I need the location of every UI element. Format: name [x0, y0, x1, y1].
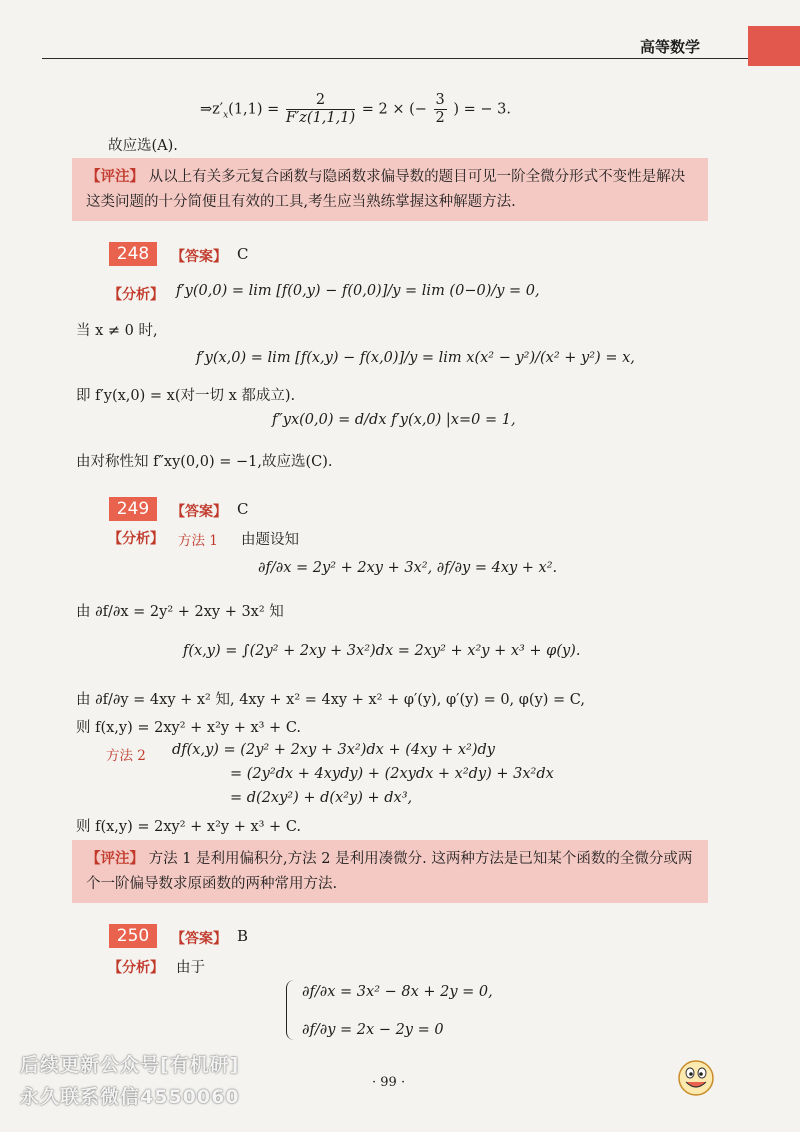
- comment-box-1: [72, 158, 708, 221]
- q249-l9: 则 f(x,y) = 2xy² + x²y + x³ + C.: [76, 819, 302, 835]
- question-number-250: 250: [109, 924, 157, 948]
- q249-l1: ∂f/∂x = 2y² + 2xy + 3x², ∂f/∂y = 4xy + x².: [258, 560, 558, 576]
- q249-l6: df(x,y) = (2y² + 2xy + 3x²)dx + (4xy + x²)dy: [172, 742, 495, 758]
- q248-line6: 由对称性知 f″xy(0,0) = −1,故应选(C).: [76, 454, 333, 470]
- q248-line4: 即 f′y(x,0) = x(对一切 x 都成立).: [76, 388, 296, 404]
- watermark-line-2: 永久联系微信4550060: [20, 1086, 240, 1108]
- method-2-label: 方法 2: [106, 748, 146, 764]
- q250-eq2: ∂f/∂y = 2x − 2y = 0: [302, 1022, 444, 1038]
- answer-tag: 【答案】: [171, 931, 227, 947]
- analysis-tag: 【分析】: [108, 531, 164, 547]
- smiley-icon: [676, 1058, 716, 1098]
- q249-l5: 则 f(x,y) = 2xy² + x²y + x³ + C.: [76, 720, 302, 736]
- header-title: 高等数学: [640, 38, 701, 56]
- q250-eq1: ∂f/∂x = 3x² − 8x + 2y = 0,: [302, 984, 493, 1000]
- answer-value: B: [237, 927, 249, 945]
- watermark-line-1: 后续更新公众号[有机研]: [20, 1054, 240, 1076]
- q249-l8: = d(2xy²) + d(x²y) + dx³,: [230, 790, 413, 806]
- comment-text: 从以上有关多元复合函数与隐函数求偏导数的题目可见一阶全微分形式不变性是解决这类问题的十分简便且有效的工具,考生应当熟练掌握这种解题方法.: [86, 169, 686, 210]
- answer-value: C: [237, 500, 249, 518]
- analysis-tag: 【分析】: [108, 287, 164, 303]
- answer-value: C: [237, 245, 249, 263]
- method-1-label: 方法 1: [178, 533, 218, 549]
- q249-l7: = (2y²dx + 4xydy) + (2xydx + x²dy) + 3x²dx: [230, 766, 554, 782]
- q248-line5: f″yx(0,0) = d/dx f′y(x,0) |x=0 = 1,: [272, 412, 516, 428]
- question-number-249: 249: [109, 497, 157, 521]
- top-formula: $\Rightarrow z'_x(1,1)$ = $\frac{2}{F'z(1,1,1)}$ = 2 × (− $\frac{3}{2}$ ) = − 3.: [200, 92, 511, 126]
- q249-intro: 由题设知: [241, 532, 299, 548]
- answer-tag: 【答案】: [171, 504, 227, 520]
- q249-l3: f(x,y) = ∫(2y² + 2xy + 3x²)dx = 2xy² + x²y + x³ + φ(y).: [183, 643, 581, 659]
- comment-text: 方法 1 是利用偏积分,方法 2 是利用凑微分. 这两种方法是已知某个函数的全微分或两个一阶偏导数求原函数的两种常用方法.: [86, 851, 693, 892]
- comment-box-2: [72, 840, 708, 903]
- top-conclusion: 故应选(A).: [108, 138, 178, 154]
- question-number-248: 248: [109, 242, 157, 266]
- header-rule: [42, 58, 748, 59]
- q249-l2: 由 ∂f/∂x = 2y² + 2xy + 3x² 知: [76, 604, 284, 620]
- system-brace: [286, 980, 297, 1040]
- q248-line1: f′y(0,0) = lim [f(0,y) − f(0,0)]/y = lim (0−0)/y = 0,: [176, 283, 540, 299]
- comment-tag: 【评注】: [86, 850, 144, 867]
- answer-tag: 【答案】: [171, 249, 227, 265]
- q250-intro: 由于: [176, 960, 205, 976]
- q249-l4: 由 ∂f/∂y = 4xy + x² 知, 4xy + x² = 4xy + x² + φ′(y), φ′(y) = 0, φ(y) = C,: [76, 692, 585, 708]
- page-number: · 99 ·: [372, 1075, 406, 1090]
- comment-tag: 【评注】: [86, 168, 144, 185]
- analysis-tag: 【分析】: [108, 960, 164, 976]
- header-color-tab: [748, 26, 800, 66]
- q248-line2: 当 x ≠ 0 时,: [76, 323, 158, 339]
- q248-line3: f′y(x,0) = lim [f(x,y) − f(x,0)]/y = lim x(x² − y²)/(x² + y²) = x,: [196, 350, 635, 366]
